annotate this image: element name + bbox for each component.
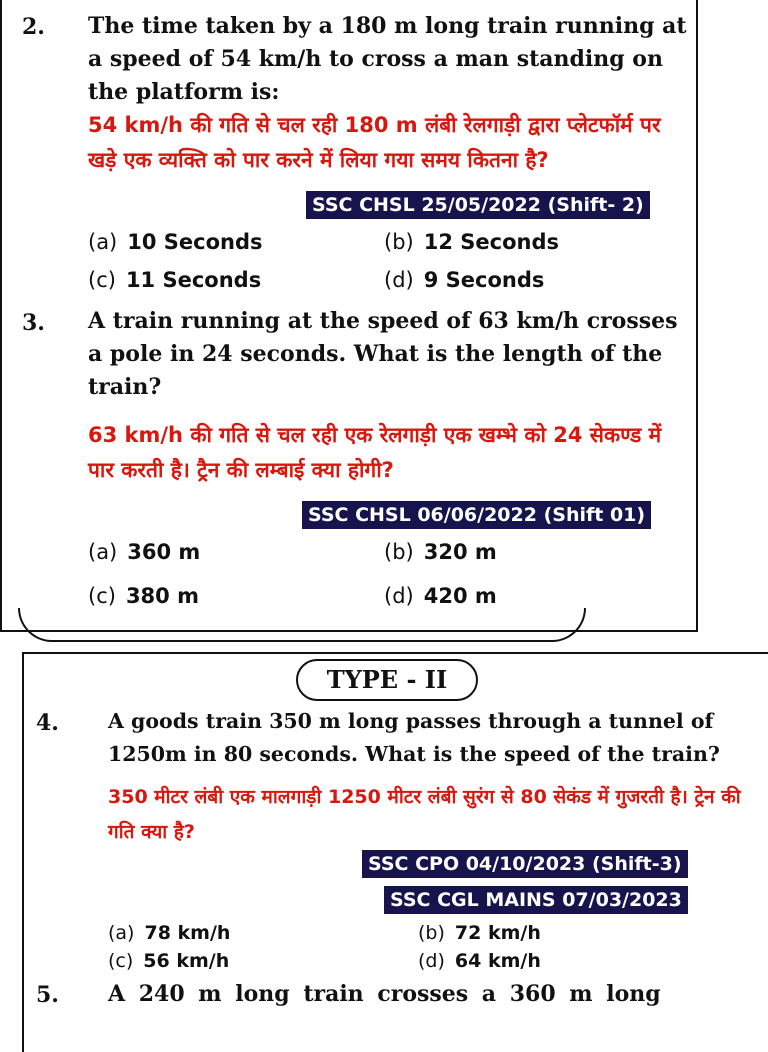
exam-tag: SSC CHSL 06/06/2022 (Shift 01) [302,501,651,529]
question-number: 2. [22,14,45,40]
option-label: (b) [384,230,414,254]
option-label: (c) [88,268,116,292]
question-number: 4. [36,710,59,736]
option-b[interactable] [384,230,559,254]
option-label: (d) [384,268,414,292]
question-number: 5. [36,982,59,1008]
question-text-english: A goods train 350 m long passes through a tunnel of 1250m in 80 seconds. What is the speed of the train? [108,709,720,766]
exam-tag: SSC CGL MAINS 07/03/2023 [384,886,688,914]
option-label: (a) [108,922,135,944]
option-text: 72 km/h [454,922,541,944]
question-text-english: A 240 m long train crosses a 360 m long [108,981,661,1007]
question-text-english: A train running at the speed of 63 km/h crosses a pole in 24 seconds. What is the length of the train? [88,308,678,400]
option-text: 64 km/h [454,950,541,972]
option-label: (c) [108,950,134,972]
option-text: 11 Seconds [125,268,262,292]
option-c[interactable] [88,584,199,608]
option-d[interactable] [384,584,497,608]
option-label: (b) [384,540,414,564]
option-c[interactable] [108,950,229,972]
exam-tag: SSC CPO 04/10/2023 (Shift-3) [362,850,688,878]
option-c[interactable] [88,268,261,292]
panel-curve-divider [18,608,586,642]
question-text-english: The time taken by a 180 m long train running at a speed of 54 km/h to cross a man standing on the platform is: [88,13,687,105]
option-d[interactable] [418,950,541,972]
option-d[interactable] [384,268,544,292]
option-text: 320 m [423,540,497,564]
option-text: 420 m [423,584,497,608]
section-title: TYPE - II [296,659,478,701]
question-number: 3. [22,310,45,336]
option-text: 380 m [125,584,199,608]
option-label: (c) [88,584,116,608]
option-label: (a) [88,230,118,254]
option-text: 9 Seconds [423,268,545,292]
option-b[interactable] [418,922,541,944]
option-label: (d) [418,950,445,972]
option-a[interactable] [88,540,200,564]
question-text-hindi: 63 km/h की गति से चल रही एक रेलगाड़ी एक खम्भे को 24 सेकण्ड में पार करती है। ट्रैन की लम्बाई क्या होगी? [88,423,662,482]
question-text-hindi: 54 km/h की गति से चल रही 180 m लंबी रेलगाड़ी द्वारा प्लेटफॉर्म पर खड़े एक व्यक्ति को पार करने में लिया गया समय कितना है? [88,113,661,172]
option-text: 12 Seconds [423,230,559,254]
option-a[interactable] [108,922,230,944]
option-text: 56 km/h [143,950,230,972]
option-a[interactable] [88,230,263,254]
option-label: (a) [88,540,118,564]
option-b[interactable] [384,540,497,564]
question-text-hindi: 350 मीटर लंबी एक मालगाड़ी 1250 मीटर लंबी सुरंग से 80 सेकंड में गुजरती है। ट्रेन की गति क्या है? [108,786,741,843]
exam-tag: SSC CHSL 25/05/2022 (Shift- 2) [306,191,650,219]
option-text: 10 Seconds [127,230,263,254]
option-text: 360 m [127,540,201,564]
option-text: 78 km/h [144,922,231,944]
option-label: (b) [418,922,445,944]
option-label: (d) [384,584,414,608]
